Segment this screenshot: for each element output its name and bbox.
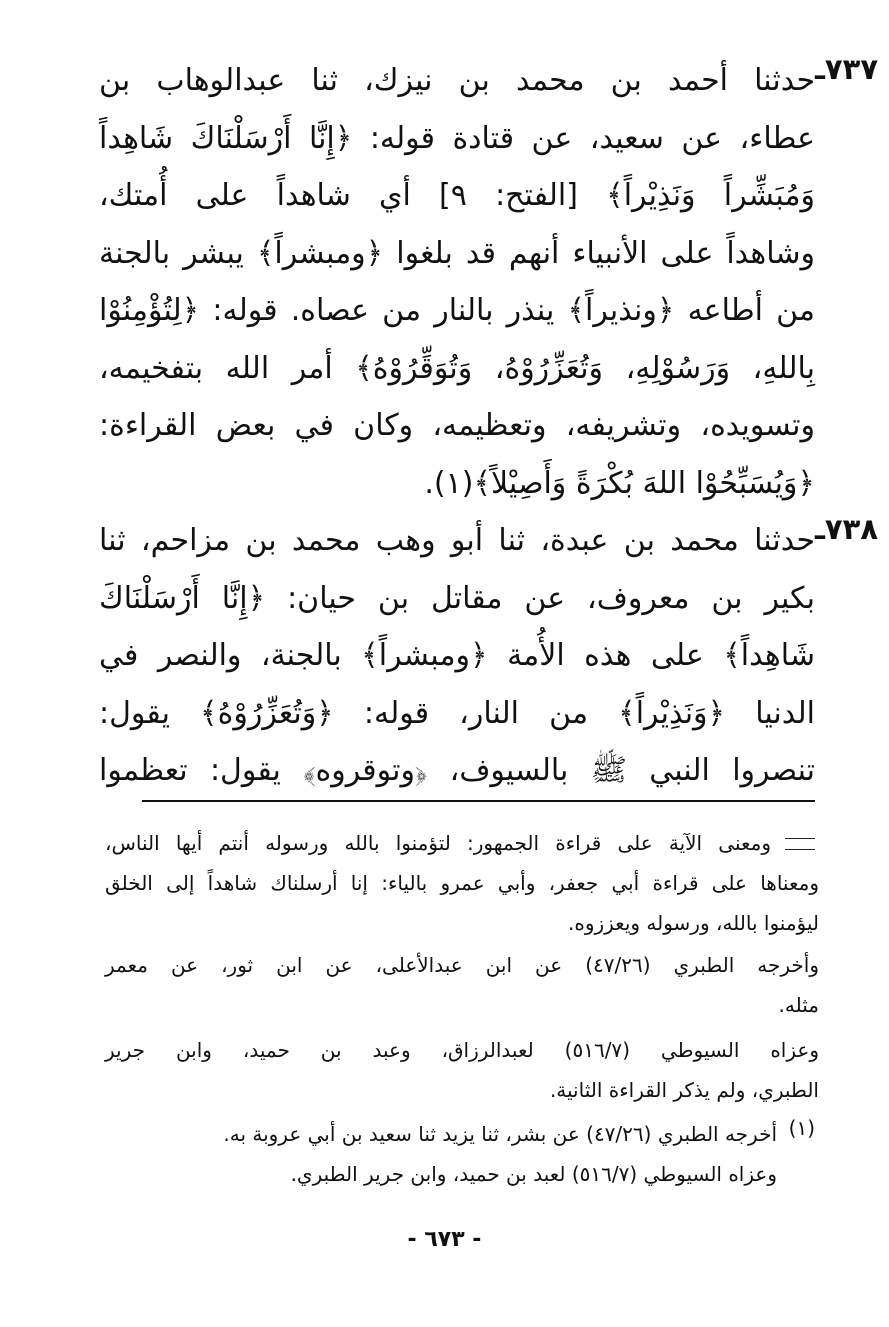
footnote-line: ومعناها على قراءة أبي جعفر، وأبي عمرو بالياء: إنا أرسلناك شاهداً إلى الخلق (105, 871, 819, 895)
hadith-738 (99, 512, 879, 800)
footnote-line: أخرجه الطبري (٤٧/٢٦) عن بشر، ثنا يزيد ثنا سعيد بن أبي عروبة به. (223, 1122, 777, 1146)
footnote-line: وعزاه السيوطي (٥١٦/٧) لعبدالرزاق، وعبد بن حميد، وابن جرير (105, 1038, 819, 1062)
footnote-line: ليؤمنوا بالله، ورسوله ويعززوه. (567, 911, 819, 935)
hadith-number: ٧٣٧ـ (815, 52, 879, 86)
footnote-line: وأخرجه الطبري (٤٧/٢٦) عن ابن عبدالأعلى، عن ابن ثور، عن معمر (105, 953, 819, 977)
footnote-continuation-mark (785, 838, 815, 850)
text-line: وشاهداً على الأنبياء أنهم قد بلغوا ﴿ومبشراً﴾ يبشر بالجنة (99, 235, 815, 271)
text-line: تنصروا النبي ﷺ بالسيوف، ﴿وتوقروه﴾ يقول: تعظموا (99, 753, 815, 788)
footnote-marker: (١) (788, 1116, 815, 1140)
text-line: من أطاعه ﴿ونذيراً﴾ ينذر بالنار من عصاه. قوله: ﴿لِتُؤْمِنُوْا (99, 293, 815, 328)
text-line: حدثنا محمد بن عبدة، ثنا أبو وهب محمد بن مزاحم، ثنا (99, 523, 815, 558)
footnote-1 (117, 1114, 777, 1194)
page-number: - ٦٧٣ - (407, 1227, 482, 1252)
footnote-line: ومعنى الآية على قراءة الجمهور: لتؤمنوا بالله ورسوله أنتم أيها الناس، (105, 831, 771, 855)
hadith-737 (99, 52, 879, 512)
footnote-paragraph (105, 945, 819, 1025)
text-line: وَمُبَشِّراً وَنَذِيْراً﴾ [الفتح: ٩] أي شاهداً على أُمتك، (99, 178, 815, 213)
text-line: ﴿وَيُسَبِّحُوْا اللهَ بُكْرَةً وَأَصِيْلاً﴾(١). (424, 465, 815, 501)
footnote-line: وعزاه السيوطي (٥١٦/٧) لعبد بن حميد، وابن جرير الطبري. (290, 1162, 777, 1186)
footnote-paragraph (105, 1030, 819, 1110)
text-line: بكير بن معروف، عن مقاتل بن حيان: ﴿إِنَّا أَرْسَلْنَاكَ (99, 580, 815, 616)
text-line: حدثنا أحمد بن محمد بن نيزك، ثنا عبدالوهاب بن (99, 63, 815, 98)
text-line: شَاهِداً﴾ على هذه الأُمة ﴿ومبشراً﴾ بالجنة، والنصر في (99, 638, 815, 673)
text-line: بِاللهِ، وَرَسُوْلِهِ، وَتُعَزِّرُوْهُ، وَتُوَقِّرُوْهُ﴾ أمر الله بتفخيمه، (99, 350, 815, 386)
footnote-continuation (105, 823, 771, 863)
footnote-separator (142, 800, 815, 802)
footnote-continuation-rest (105, 863, 819, 943)
text-line: وتسويده، وتشريفه، وتعظيمه، وكان في بعض القراءة: (99, 408, 815, 443)
text-line: الدنيا ﴿وَنَذِيْراً﴾ من النار، قوله: ﴿وَتُعَزِّرُوْهُ﴾ يقول: (99, 695, 815, 731)
footnote-line: الطبري، ولم يذكر القراءة الثانية. (549, 1078, 819, 1102)
text-line: عطاء، عن سعيد، عن قتادة قوله: ﴿إِنَّا أَرْسَلْنَاكَ شَاهِداً (99, 120, 815, 156)
hadith-number: ٧٣٨ـ (815, 512, 879, 546)
footnote-line: مثله. (778, 993, 819, 1017)
